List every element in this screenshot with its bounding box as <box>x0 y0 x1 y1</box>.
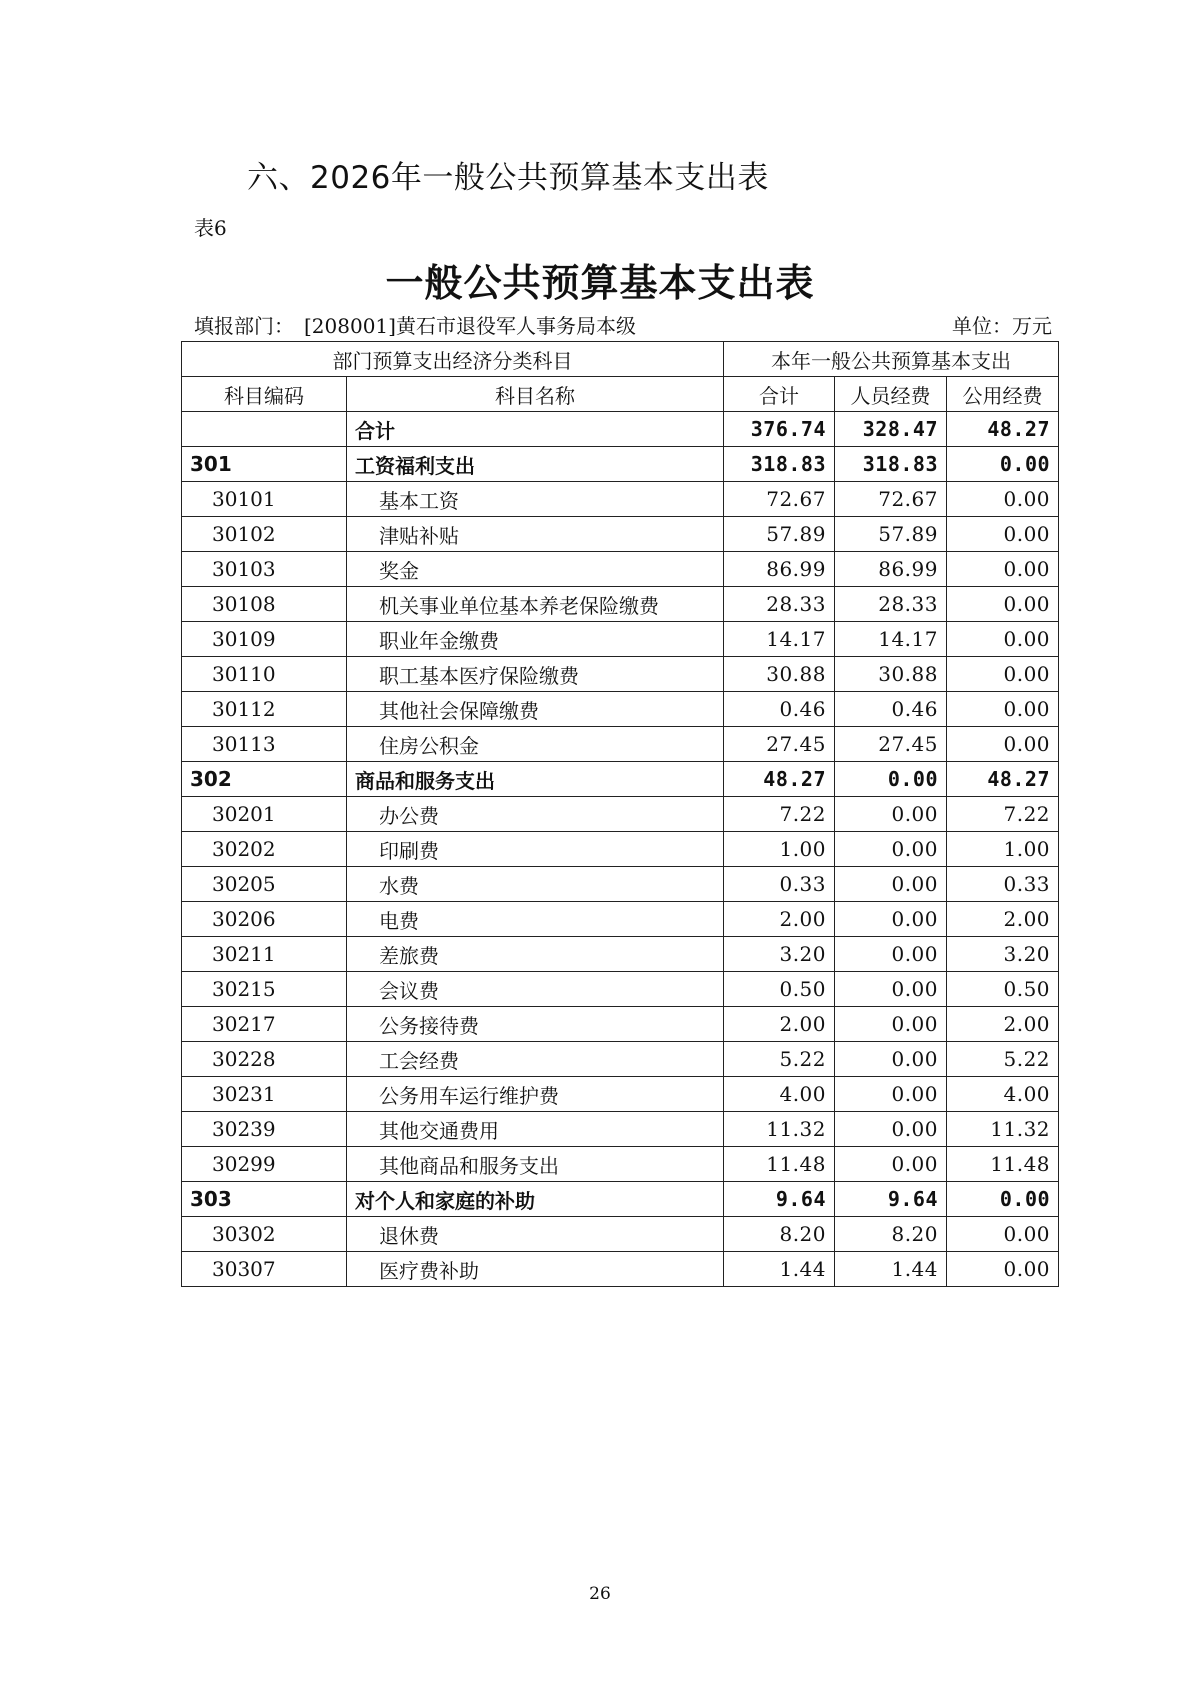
personnel-cell: 0.00 <box>835 797 947 832</box>
public-cell: 0.00 <box>947 517 1059 552</box>
code-cell: 30206 <box>182 902 347 937</box>
public-cell: 0.50 <box>947 972 1059 1007</box>
total-cell: 11.48 <box>724 1147 835 1182</box>
code-cell: 303 <box>182 1182 347 1217</box>
header-name: 科目名称 <box>347 377 724 412</box>
name-cell: 工会经费 <box>347 1042 724 1077</box>
personnel-cell: 0.00 <box>835 937 947 972</box>
personnel-cell: 0.00 <box>835 832 947 867</box>
total-cell: 8.20 <box>724 1217 835 1252</box>
code-cell: 30113 <box>182 727 347 762</box>
personnel-cell: 328.47 <box>835 412 947 447</box>
table-row <box>182 797 1059 832</box>
name-cell: 公务接待费 <box>347 1007 724 1042</box>
code-cell: 30202 <box>182 832 347 867</box>
total-cell: 318.83 <box>724 447 835 482</box>
code-cell: 30103 <box>182 552 347 587</box>
table-row <box>182 1007 1059 1042</box>
code-cell: 30299 <box>182 1147 347 1182</box>
name-cell: 水费 <box>347 867 724 902</box>
code-cell: 30101 <box>182 482 347 517</box>
table-row-total <box>182 412 1059 447</box>
code-cell: 30217 <box>182 1007 347 1042</box>
total-cell: 27.45 <box>724 727 835 762</box>
personnel-cell: 27.45 <box>835 727 947 762</box>
code-cell: 30215 <box>182 972 347 1007</box>
name-cell: 差旅费 <box>347 937 724 972</box>
code-cell: 302 <box>182 762 347 797</box>
total-cell: 28.33 <box>724 587 835 622</box>
personnel-cell: 9.64 <box>835 1182 947 1217</box>
total-cell: 30.88 <box>724 657 835 692</box>
name-cell: 会议费 <box>347 972 724 1007</box>
table-row <box>182 1147 1059 1182</box>
personnel-cell: 318.83 <box>835 447 947 482</box>
personnel-cell: 0.00 <box>835 867 947 902</box>
public-cell: 0.00 <box>947 657 1059 692</box>
total-cell: 7.22 <box>724 797 835 832</box>
public-cell: 0.33 <box>947 867 1059 902</box>
table-row <box>182 902 1059 937</box>
table-row <box>182 867 1059 902</box>
public-cell: 1.00 <box>947 832 1059 867</box>
public-cell: 0.00 <box>947 482 1059 517</box>
name-cell: 基本工资 <box>347 482 724 517</box>
public-cell: 0.00 <box>947 622 1059 657</box>
code-cell: 30307 <box>182 1252 347 1287</box>
header-basic-expenditure: 本年一般公共预算基本支出 <box>724 342 1059 377</box>
total-cell: 3.20 <box>724 937 835 972</box>
public-cell: 48.27 <box>947 412 1059 447</box>
personnel-cell: 0.00 <box>835 902 947 937</box>
public-cell: 0.00 <box>947 692 1059 727</box>
table-row <box>182 587 1059 622</box>
table-row <box>182 517 1059 552</box>
name-cell: 职业年金缴费 <box>347 622 724 657</box>
header-public: 公用经费 <box>947 377 1059 412</box>
total-cell: 4.00 <box>724 1077 835 1112</box>
name-cell: 退休费 <box>347 1217 724 1252</box>
personnel-cell: 0.46 <box>835 692 947 727</box>
header-total: 合计 <box>724 377 835 412</box>
personnel-cell: 8.20 <box>835 1217 947 1252</box>
name-cell: 电费 <box>347 902 724 937</box>
code-cell: 30211 <box>182 937 347 972</box>
public-cell: 0.00 <box>947 727 1059 762</box>
code-cell: 30302 <box>182 1217 347 1252</box>
total-cell: 2.00 <box>724 1007 835 1042</box>
header-economic-classification: 部门预算支出经济分类科目 <box>182 342 724 377</box>
total-cell: 72.67 <box>724 482 835 517</box>
name-cell: 商品和服务支出 <box>347 762 724 797</box>
personnel-cell: 30.88 <box>835 657 947 692</box>
public-cell: 0.00 <box>947 447 1059 482</box>
section-heading: 六、2026年一般公共预算基本支出表 <box>247 160 769 196</box>
personnel-cell: 0.00 <box>835 1007 947 1042</box>
table-row <box>182 1077 1059 1112</box>
table-row <box>182 1042 1059 1077</box>
header-group-row <box>182 342 1059 377</box>
table-row-category <box>182 762 1059 797</box>
table-row <box>182 1112 1059 1147</box>
name-cell: 奖金 <box>347 552 724 587</box>
public-cell: 0.00 <box>947 552 1059 587</box>
total-cell: 0.50 <box>724 972 835 1007</box>
table-row <box>182 832 1059 867</box>
personnel-cell: 1.44 <box>835 1252 947 1287</box>
total-cell: 14.17 <box>724 622 835 657</box>
unit-label: 单位：万元 <box>952 314 1052 338</box>
public-cell: 11.32 <box>947 1112 1059 1147</box>
public-cell: 2.00 <box>947 1007 1059 1042</box>
table-body <box>182 412 1059 1287</box>
total-cell: 1.44 <box>724 1252 835 1287</box>
name-cell: 工资福利支出 <box>347 447 724 482</box>
table-meta <box>194 310 1052 339</box>
name-cell: 住房公积金 <box>347 727 724 762</box>
code-cell: 30108 <box>182 587 347 622</box>
table-row <box>182 972 1059 1007</box>
total-cell: 1.00 <box>724 832 835 867</box>
public-cell: 5.22 <box>947 1042 1059 1077</box>
personnel-cell: 14.17 <box>835 622 947 657</box>
public-cell: 3.20 <box>947 937 1059 972</box>
total-cell: 57.89 <box>724 517 835 552</box>
personnel-cell: 57.89 <box>835 517 947 552</box>
total-cell: 0.46 <box>724 692 835 727</box>
total-cell: 2.00 <box>724 902 835 937</box>
total-cell: 376.74 <box>724 412 835 447</box>
personnel-cell: 0.00 <box>835 762 947 797</box>
name-cell: 印刷费 <box>347 832 724 867</box>
code-cell: 30112 <box>182 692 347 727</box>
public-cell: 48.27 <box>947 762 1059 797</box>
code-cell: 30102 <box>182 517 347 552</box>
table-row <box>182 482 1059 517</box>
header-personnel: 人员经费 <box>835 377 947 412</box>
table-number: 表6 <box>194 216 227 240</box>
table-row <box>182 1217 1059 1252</box>
public-cell: 0.00 <box>947 1217 1059 1252</box>
personnel-cell: 0.00 <box>835 1112 947 1147</box>
header-column-row <box>182 377 1059 412</box>
name-cell: 其他社会保障缴费 <box>347 692 724 727</box>
department-info <box>194 310 636 339</box>
table-row-category <box>182 1182 1059 1217</box>
public-cell: 2.00 <box>947 902 1059 937</box>
public-cell: 11.48 <box>947 1147 1059 1182</box>
total-cell: 9.64 <box>724 1182 835 1217</box>
name-cell: 机关事业单位基本养老保险缴费 <box>347 587 724 622</box>
public-cell: 7.22 <box>947 797 1059 832</box>
department-value: [208001]黄石市退役军人事务局本级 <box>304 314 636 338</box>
personnel-cell: 72.67 <box>835 482 947 517</box>
table-row <box>182 1252 1059 1287</box>
personnel-cell: 0.00 <box>835 972 947 1007</box>
code-cell: 30205 <box>182 867 347 902</box>
code-cell <box>182 412 347 447</box>
name-cell: 办公费 <box>347 797 724 832</box>
personnel-cell: 28.33 <box>835 587 947 622</box>
code-cell: 30201 <box>182 797 347 832</box>
header-code: 科目编码 <box>182 377 347 412</box>
code-cell: 30231 <box>182 1077 347 1112</box>
code-cell: 30228 <box>182 1042 347 1077</box>
total-cell: 5.22 <box>724 1042 835 1077</box>
name-cell: 津贴补贴 <box>347 517 724 552</box>
code-cell: 30110 <box>182 657 347 692</box>
table-row-category <box>182 447 1059 482</box>
name-cell: 对个人和家庭的补助 <box>347 1182 724 1217</box>
name-cell: 其他商品和服务支出 <box>347 1147 724 1182</box>
code-cell: 30239 <box>182 1112 347 1147</box>
name-cell: 公务用车运行维护费 <box>347 1077 724 1112</box>
public-cell: 0.00 <box>947 1252 1059 1287</box>
public-cell: 4.00 <box>947 1077 1059 1112</box>
code-cell: 301 <box>182 447 347 482</box>
personnel-cell: 86.99 <box>835 552 947 587</box>
total-cell: 0.33 <box>724 867 835 902</box>
total-cell: 86.99 <box>724 552 835 587</box>
table-row <box>182 937 1059 972</box>
code-cell: 30109 <box>182 622 347 657</box>
total-cell: 48.27 <box>724 762 835 797</box>
table-title: 一般公共预算基本支出表 <box>385 261 815 305</box>
total-cell: 11.32 <box>724 1112 835 1147</box>
name-cell: 医疗费补助 <box>347 1252 724 1287</box>
table-row <box>182 692 1059 727</box>
page-number: 26 <box>589 1584 611 1604</box>
public-cell: 0.00 <box>947 587 1059 622</box>
name-cell: 其他交通费用 <box>347 1112 724 1147</box>
table-row <box>182 727 1059 762</box>
department-label: 填报部门： <box>194 314 294 338</box>
table-row <box>182 552 1059 587</box>
table-row <box>182 657 1059 692</box>
budget-table <box>181 341 1059 1287</box>
personnel-cell: 0.00 <box>835 1042 947 1077</box>
table-row <box>182 622 1059 657</box>
name-cell: 职工基本医疗保险缴费 <box>347 657 724 692</box>
public-cell: 0.00 <box>947 1182 1059 1217</box>
name-cell: 合计 <box>347 412 724 447</box>
personnel-cell: 0.00 <box>835 1147 947 1182</box>
personnel-cell: 0.00 <box>835 1077 947 1112</box>
